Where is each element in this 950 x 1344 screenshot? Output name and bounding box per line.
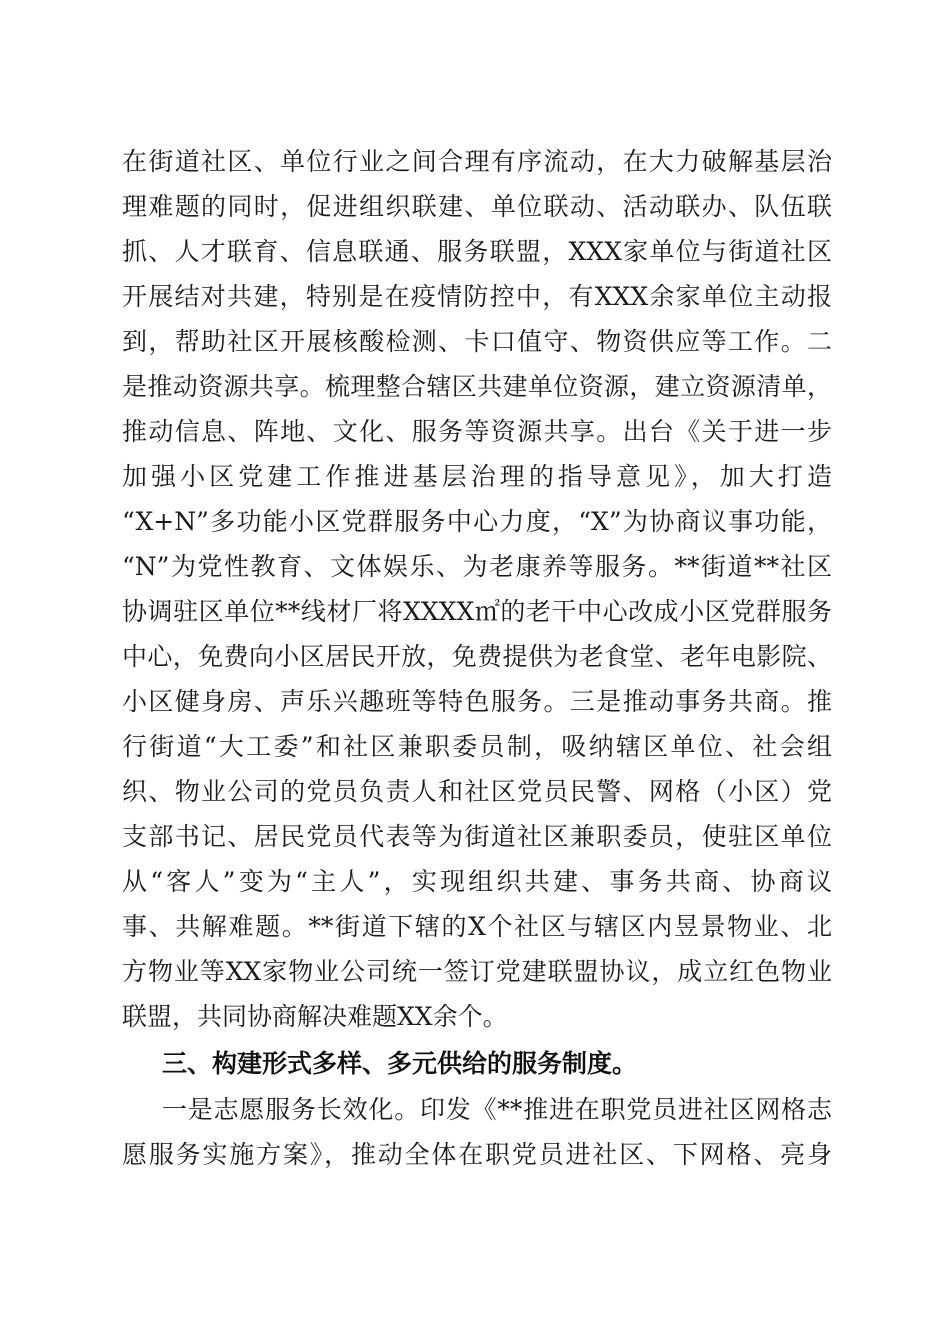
paragraph-line: 是推动资源共享。梳理整合辖区共建单位资源，建立资源清单， (122, 372, 832, 401)
paragraph-line: 推动信息、阵地、文化、服务等资源共享。出台《关于进一步 (122, 417, 832, 446)
paragraph-line: 抓、人才联育、信息联通、服务联盟，XXX家单位与街道社区 (122, 237, 832, 266)
paragraph-line: 从“客人”变为“主人”，实现组织共建、事务共商、协商议 (122, 867, 832, 896)
paragraph-line: 一是志愿服务长效化。印发《**推进在职党员进社区网格志 (162, 1095, 832, 1124)
paragraph-line: 织、物业公司的党员负责人和社区党员民警、网格（小区）党 (122, 777, 832, 806)
paragraph-line: 开展结对共建，特别是在疫情防控中，有XXX余家单位主动报 (122, 282, 832, 311)
paragraph-line: 事、共解难题。**街道下辖的X个社区与辖区内昱景物业、北 (122, 912, 832, 941)
paragraph-line: 理难题的同时，促进组织联建、单位联动、活动联办、队伍联 (122, 192, 832, 221)
paragraph-line: “X+N”多功能小区党群服务中心力度，“X”为协商议事功能， (122, 507, 832, 536)
paragraph-line: 联盟，共同协商解决难题XX余个。 (122, 1002, 508, 1031)
paragraph-line: 协调驻区单位**线材厂将XXXX㎡的老干中心改成小区党群服务 (122, 597, 832, 626)
paragraph-line: 在街道社区、单位行业之间合理有序流动，在大力破解基层治 (122, 147, 832, 176)
paragraph-line: 行街道“大工委”和社区兼职委员制，吸纳辖区单位、社会组 (122, 732, 832, 761)
paragraph-line: 加强小区党建工作推进基层治理的指导意见》，加大打造 (122, 462, 832, 491)
paragraph-line: “N”为党性教育、文体娱乐、为老康养等服务。**街道**社区 (122, 552, 832, 581)
paragraph-line: 中心，免费向小区居民开放，免费提供为老食堂、老年电影院、 (122, 642, 832, 671)
paragraph-line: 愿服务实施方案》，推动全体在职党员进社区、下网格、亮身 (122, 1140, 832, 1169)
paragraph-line: 到，帮助社区开展核酸检测、卡口值守、物资供应等工作。二 (122, 327, 832, 356)
paragraph-line: 小区健身房、声乐兴趣班等特色服务。三是推动事务共商。推 (122, 687, 832, 716)
section-heading: 三、构建形式多样、多元供给的服务制度。 (162, 1049, 638, 1078)
paragraph-line: 支部书记、居民党员代表等为街道社区兼职委员，使驻区单位 (122, 822, 832, 851)
paragraph-line: 方物业等XX家物业公司统一签订党建联盟协议，成立红色物业 (122, 957, 832, 986)
